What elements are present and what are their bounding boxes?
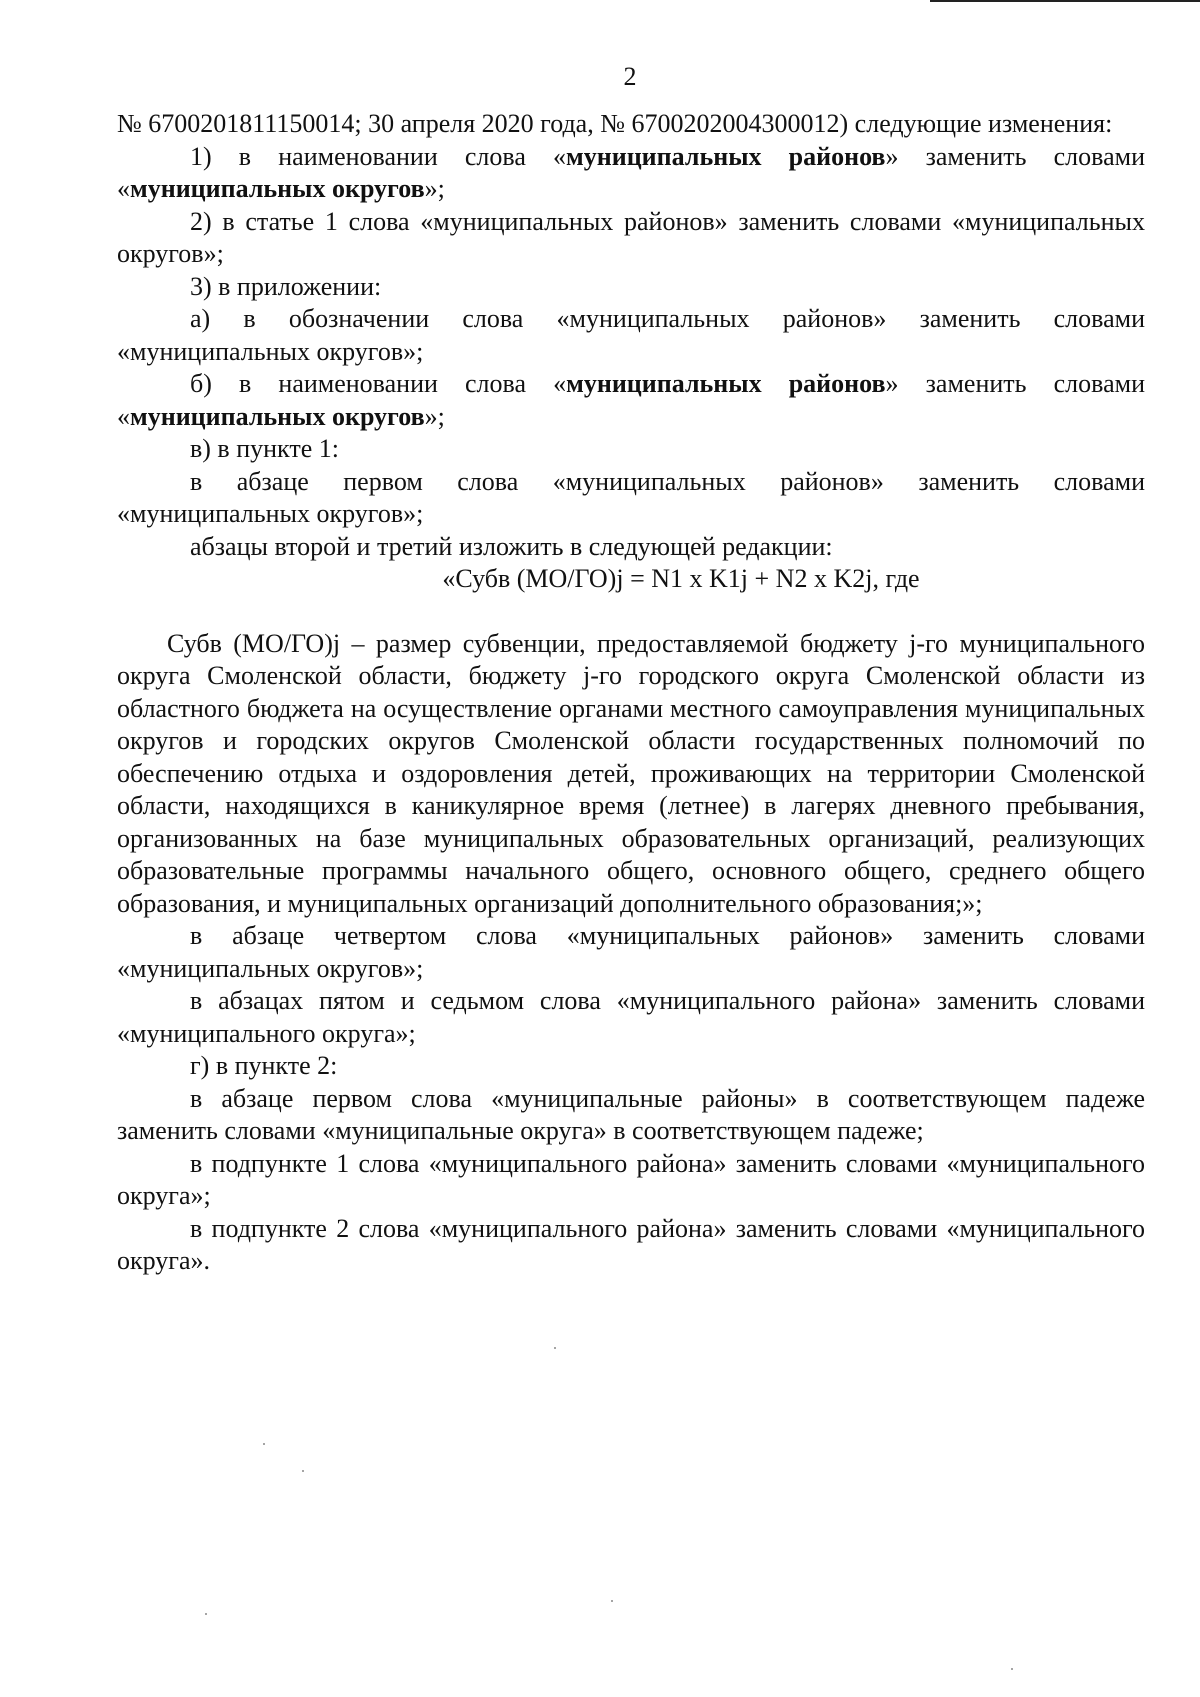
paragraph	[117, 985, 1145, 1050]
document-body	[117, 108, 1145, 1278]
page-number: 2	[623, 62, 637, 91]
text-run: абзацы второй и третий изложить в следующей редакции:	[190, 531, 833, 561]
paragraph	[117, 1083, 1145, 1148]
text-run: «Субв (МО/ГО)j = N1 x K1j + N2 x K2j, где	[442, 564, 920, 593]
bold-term: муниципальных округов	[130, 401, 425, 431]
paragraph	[117, 433, 1145, 466]
scan-speck	[205, 1613, 207, 1615]
formula-line	[117, 563, 1145, 596]
scan-speck	[1011, 1668, 1013, 1670]
paragraph	[117, 920, 1145, 985]
scan-top-rule	[930, 0, 1200, 2]
paragraph	[117, 1148, 1145, 1213]
bold-term: муниципальных районов	[566, 141, 886, 171]
text-run: 1) в наименовании слова «	[190, 141, 567, 171]
paragraph	[117, 466, 1145, 531]
paragraph	[117, 368, 1145, 433]
paragraph	[117, 108, 1145, 141]
text-run: 3) в приложении:	[190, 271, 382, 301]
paragraph	[117, 206, 1145, 271]
paragraph	[117, 1213, 1145, 1278]
text-run: в абзаце первом слова «муниципальных районов» заменить словами «муниципальных округов»;	[117, 466, 1145, 528]
text-run: » заменить словами «	[117, 369, 1145, 431]
text-run: г) в пункте 2:	[190, 1051, 338, 1080]
text-run: в подпункте 2 слова «муниципального района» заменить словами «муниципального округа».	[117, 1213, 1145, 1275]
text-run: 2) в статье 1 слова «муниципальных районов» заменить словами «муниципальных округов»;	[117, 206, 1145, 268]
text-run: в подпункте 1 слова «муниципального района» заменить словами «муниципального округа»;	[117, 1148, 1145, 1210]
text-run: в) в пункте 1:	[190, 434, 339, 463]
text-run: в абзаце первом слова «муниципальные районы» в соответствующем падеже заменить словами «муниципальные округа» в соответствующем падеже;	[117, 1083, 1145, 1145]
paragraph	[117, 303, 1145, 368]
text-run: в абзаце четвертом слова «муниципальных районов» заменить словами «муниципальных округов»;	[117, 921, 1145, 983]
scan-speck	[554, 1347, 556, 1349]
text-run: а) в обозначении слова «муниципальных районов» заменить словами «муниципальных округов»;	[117, 304, 1145, 366]
text-run: № 6700201811150014; 30 апреля 2020 года, № 6700202004300012) следующие изменения:	[117, 109, 1113, 138]
paragraph	[117, 628, 1145, 921]
text-run: »;	[424, 174, 445, 203]
text-run: Субв (МО/ГО)j – размер субвенции, предоставляемой бюджету j-го муниципального округа Смоленской области, бюджету j-го городского округа Смоленской области из областного бюджета на осуществление органами местного самоуправления муниципальных округов и городских округов Смоленской области государственных полномочий по обеспечению отдыха и оздоровления детей, проживающих на территории Смоленской области, находящихся в каникулярное время (летнее) в лагерях дневного пребывания, организованных на базе муниципальных образовательных организаций, реализующих образовательные программы начального общего, основного общего, среднего общего образования, и муниципальных организаций дополнительного образования;»;	[117, 628, 1145, 918]
bold-term: муниципальных районов	[566, 369, 886, 398]
paragraph	[117, 271, 1145, 304]
bold-term: муниципальных округов	[130, 174, 425, 203]
text-run: »;	[424, 401, 445, 431]
scan-speck	[263, 1443, 265, 1445]
text-run: б) в наименовании слова «	[190, 369, 567, 398]
paragraph	[117, 1050, 1145, 1083]
scan-speck	[611, 1600, 613, 1602]
text-run: » заменить словами «	[117, 141, 1145, 203]
text-run: в абзацах пятом и седьмом слова «муниципального района» заменить словами «муниципального округа»;	[117, 986, 1145, 1048]
scan-speck	[302, 1470, 304, 1472]
paragraph	[117, 531, 1145, 564]
paragraph	[117, 141, 1145, 206]
